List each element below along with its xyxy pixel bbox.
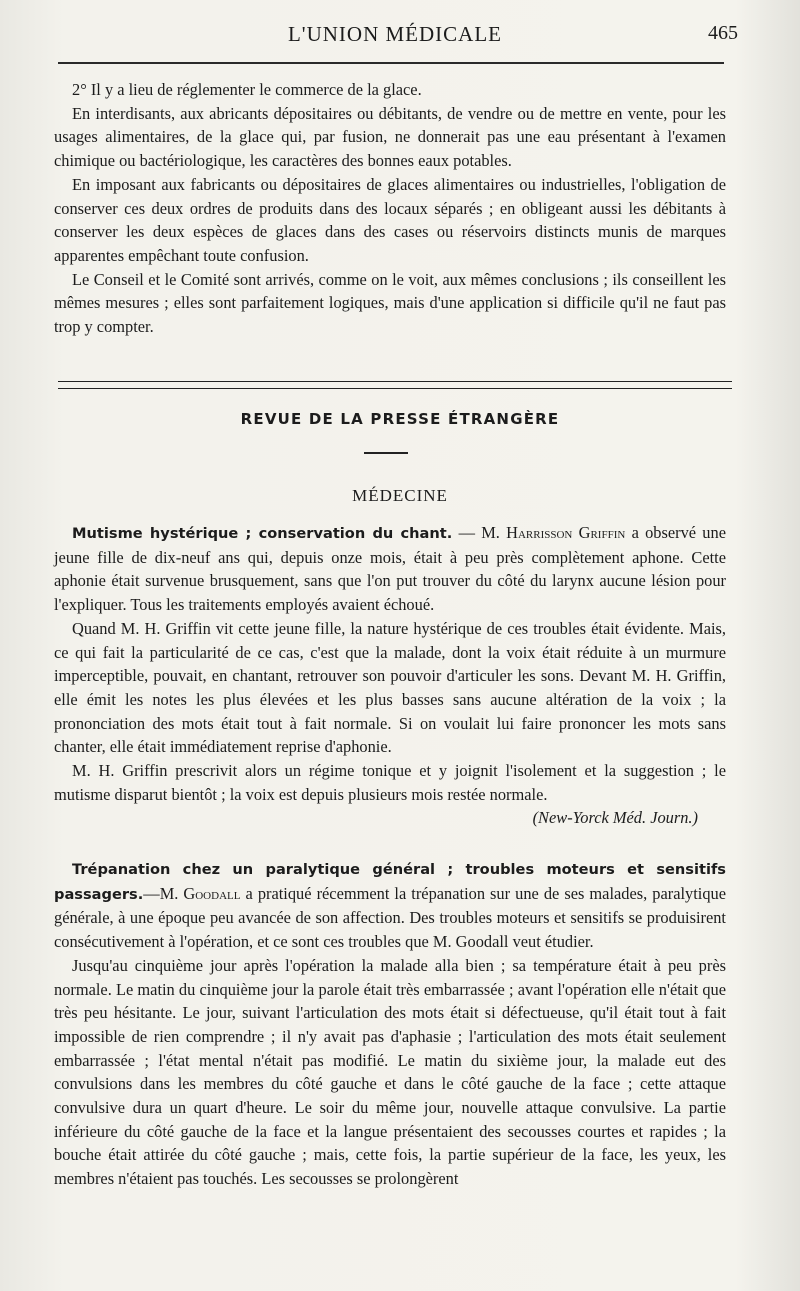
article-mutisme-dash: — M.	[452, 523, 507, 542]
section-separator	[58, 381, 732, 389]
section-dash	[364, 452, 408, 454]
article-trepanation-para-1	[54, 857, 726, 954]
article-mutisme-para-1	[54, 521, 726, 617]
section-heading: REVUE DE LA PRESSE ÉTRANGÈRE	[240, 410, 560, 428]
paragraph-glace-regulation: 2° Il y a lieu de réglementer le commerce de la glace.	[72, 80, 422, 99]
subheading-medecine: MÉDECINE	[352, 486, 448, 505]
paragraph-obligation: En imposant aux fabricants ou dépositaires de glaces alimentaires ou industrielles, l'obligation de conserver ces deux ordres de produits dans des locaux séparés ; en obligeant aussi les débitants à conserver les deux espèces de glaces dans des cases ou réservoirs distincts munis de marques apparentes empêchant toute confusion.	[54, 174, 726, 265]
top-section	[54, 78, 726, 339]
article-trepanation-dash: —M.	[143, 883, 184, 903]
paragraph-conclusions: Le Conseil et le Comité sont arrivés, comme on le voit, aux mêmes conclusions ; ils conseillent les mêmes mesures ; elles sont parfaitement logiques, mais d'une application si difficile qu'il ne faut pas trop y compter.	[54, 269, 726, 337]
running-title: L'UNION MÉDICALE	[287, 22, 502, 46]
article-trepanation-para-1-body: a pratiqué récemment la trépanation sur une de ses malades, paralytique générale, à une époque peu avancée de son affection. Des troubles moteurs et sensitifs se produisirent consécutivement à l'opération, et ce sont ces troubles que M. Goodall veut étudier.	[54, 883, 726, 952]
article-mutisme	[54, 521, 726, 830]
article-mutisme-para-1-body: a observé une jeune fille de dix-neuf ans qui, depuis onze mois, était à peu près complètement aphone. Cette aphonie était survenue brusquement, sans que l'on put trouver du côté du larynx aucune lésion pour l'expliquer. Tous les traitements employés avaient échoué.	[54, 523, 726, 615]
running-head	[52, 22, 738, 52]
article-mutisme-para-3: M. H. Griffin prescrivit alors un régime tonique et y joignit l'isolement et la suggestion ; le mutisme disparut bientôt ; la voix est depuis plusieurs mois restée normale.	[54, 761, 726, 804]
page-number: 465	[708, 22, 738, 44]
article-trepanation-author: Goodall	[183, 883, 241, 903]
article-trepanation	[54, 857, 726, 1191]
article-mutisme-title: Mutisme hystérique ; conservation du chant.	[72, 525, 453, 542]
header-rule	[58, 62, 724, 64]
paragraph-interdiction: En interdisants, aux abricants dépositaires ou débitants, de vendre ou de mettre en vente, pour les usages alimentaires, de la glace qui, par fusion, ne donnerait pas une eau présentant à l'examen chimique ou bactériologique, les caractères des bonnes eaux potables.	[54, 103, 726, 171]
article-mutisme-source: (New-Yorck Méd. Journ.)	[532, 808, 698, 828]
article-mutisme-author: Harrisson Griffin	[506, 523, 626, 542]
article-mutisme-para-2: Quand M. H. Griffin vit cette jeune fille, la nature hystérique de ces troubles était évidente. Mais, ce qui fait la particularité de ce cas, c'est que la malade, dont la voix était réduite à un murmure imperceptible, pouvait, en chantant, retrouver son pouvoir d'articuler les sons. Devant M. H. Griffin, elle émit les notes les plus élevées et les plus basses sans aucune altération de la voix ; la prononciation des mots était tout à fait normale. Si on voulait lui faire prononcer les mots sans chanter, elle était immédiatement reprise d'aphonie.	[54, 618, 726, 757]
article-trepanation-para-2: Jusqu'au cinquième jour après l'opération la malade alla bien ; sa température était à peu près normale. Le matin du cinquième jour la parole était très embarrassée ; avant l'opération elle n'était que très peu hésitante. Le jour, suivant l'articulation des mots était si défectueuse, qu'il était tout à fait impossible de rien comprendre ; il n'y avait pas d'aphasie ; l'articulation des mots était seulement embarrassée ; l'état mental n'était pas modifié. Le matin du sixième jour, la malade eut des convulsions dans les membres du côté gauche et dans le côté gauche de la face ; cette attaque convulsive dura un quart d'heure. Le soir du même jour, nouvelle attaque convulsive. La partie inférieure du côté gauche de la face et la langue présentaient des secousses courtes et rapides ; la bouche était attirée du côté gauche ; mais, cette fois, la partie supérieur de la face, les yeux, les membres n'étaient pas touchés. Les secousses se prolongèrent	[54, 955, 726, 1189]
article-trepanation-title: Trépanation chez un paralytique général ; troubles moteurs et sensitifs passagers.	[54, 861, 726, 903]
